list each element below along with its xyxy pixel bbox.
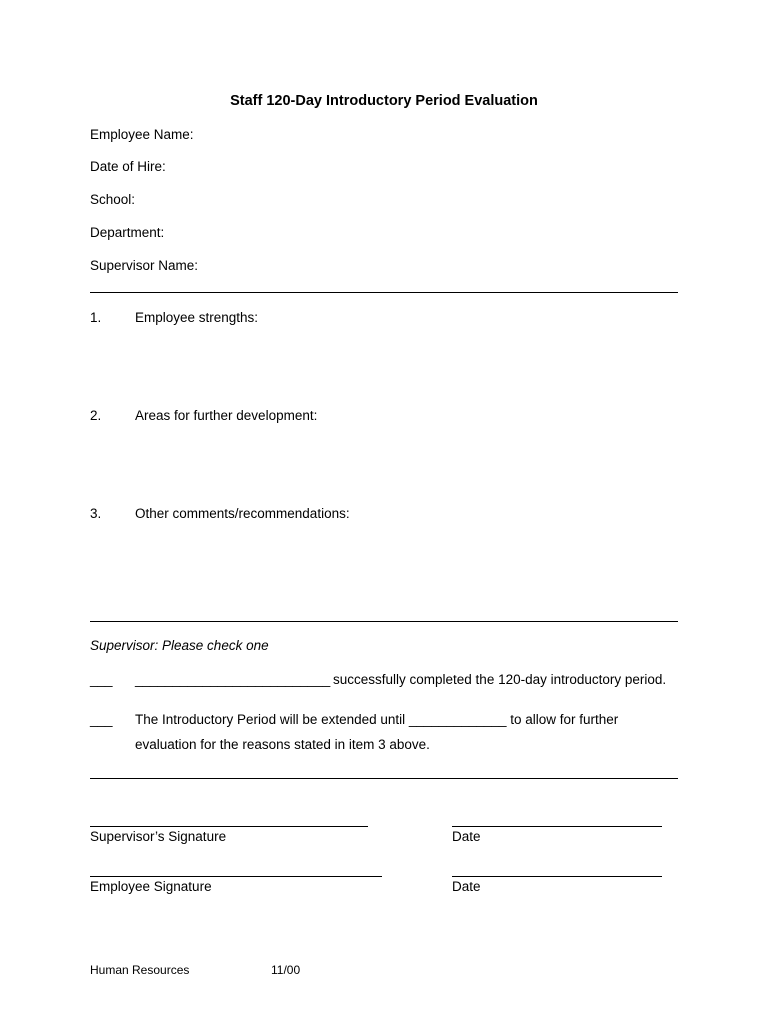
department-label: Department: [90, 225, 165, 240]
supervisor-date-label: Date [452, 829, 481, 844]
employee-date-label: Date [452, 879, 481, 894]
option-1-checkbox-blank[interactable]: ___ [90, 672, 113, 687]
item-1-number: 1. [90, 310, 102, 325]
employee-signature-label: Employee Signature [90, 879, 212, 894]
item-2-label: Areas for further development: [135, 408, 318, 423]
supervisor-name-label: Supervisor Name: [90, 258, 199, 273]
page-title: Staff 120-Day Introductory Period Evaluation [230, 93, 538, 109]
supervisor-signature-label: Supervisor’s Signature [90, 829, 227, 844]
option-2-text-line1: The Introductory Period will be extended until _____________ to allow for further [135, 712, 619, 727]
option-2-checkbox-blank[interactable]: ___ [90, 712, 113, 727]
divider-rule [90, 621, 678, 622]
item-2-number: 2. [90, 408, 102, 423]
item-3-number: 3. [90, 506, 102, 521]
option-1-text: successfully completed the 120-day introductory period. [333, 672, 667, 687]
school-label: School: [90, 192, 136, 207]
employee-date-line[interactable] [452, 876, 662, 877]
divider-rule [90, 292, 678, 293]
supervisor-signature-line[interactable] [90, 826, 368, 827]
supervisor-date-line[interactable] [452, 826, 662, 827]
footer-form-code: 11/00 [271, 963, 301, 977]
employee-name-label: Employee Name: [90, 127, 194, 142]
supervisor-check-heading: Supervisor: Please check one [90, 638, 269, 653]
footer-department: Human Resources [90, 963, 190, 977]
date-of-hire-label: Date of Hire: [90, 159, 166, 174]
divider-rule [90, 778, 678, 779]
employee-signature-line[interactable] [90, 876, 382, 877]
option-2-text-line2: evaluation for the reasons stated in item 3 above. [135, 737, 430, 752]
option-1-name-blank[interactable]: __________________________ [135, 672, 331, 687]
item-1-label: Employee strengths: [135, 310, 259, 325]
item-3-label: Other comments/recommendations: [135, 506, 350, 521]
